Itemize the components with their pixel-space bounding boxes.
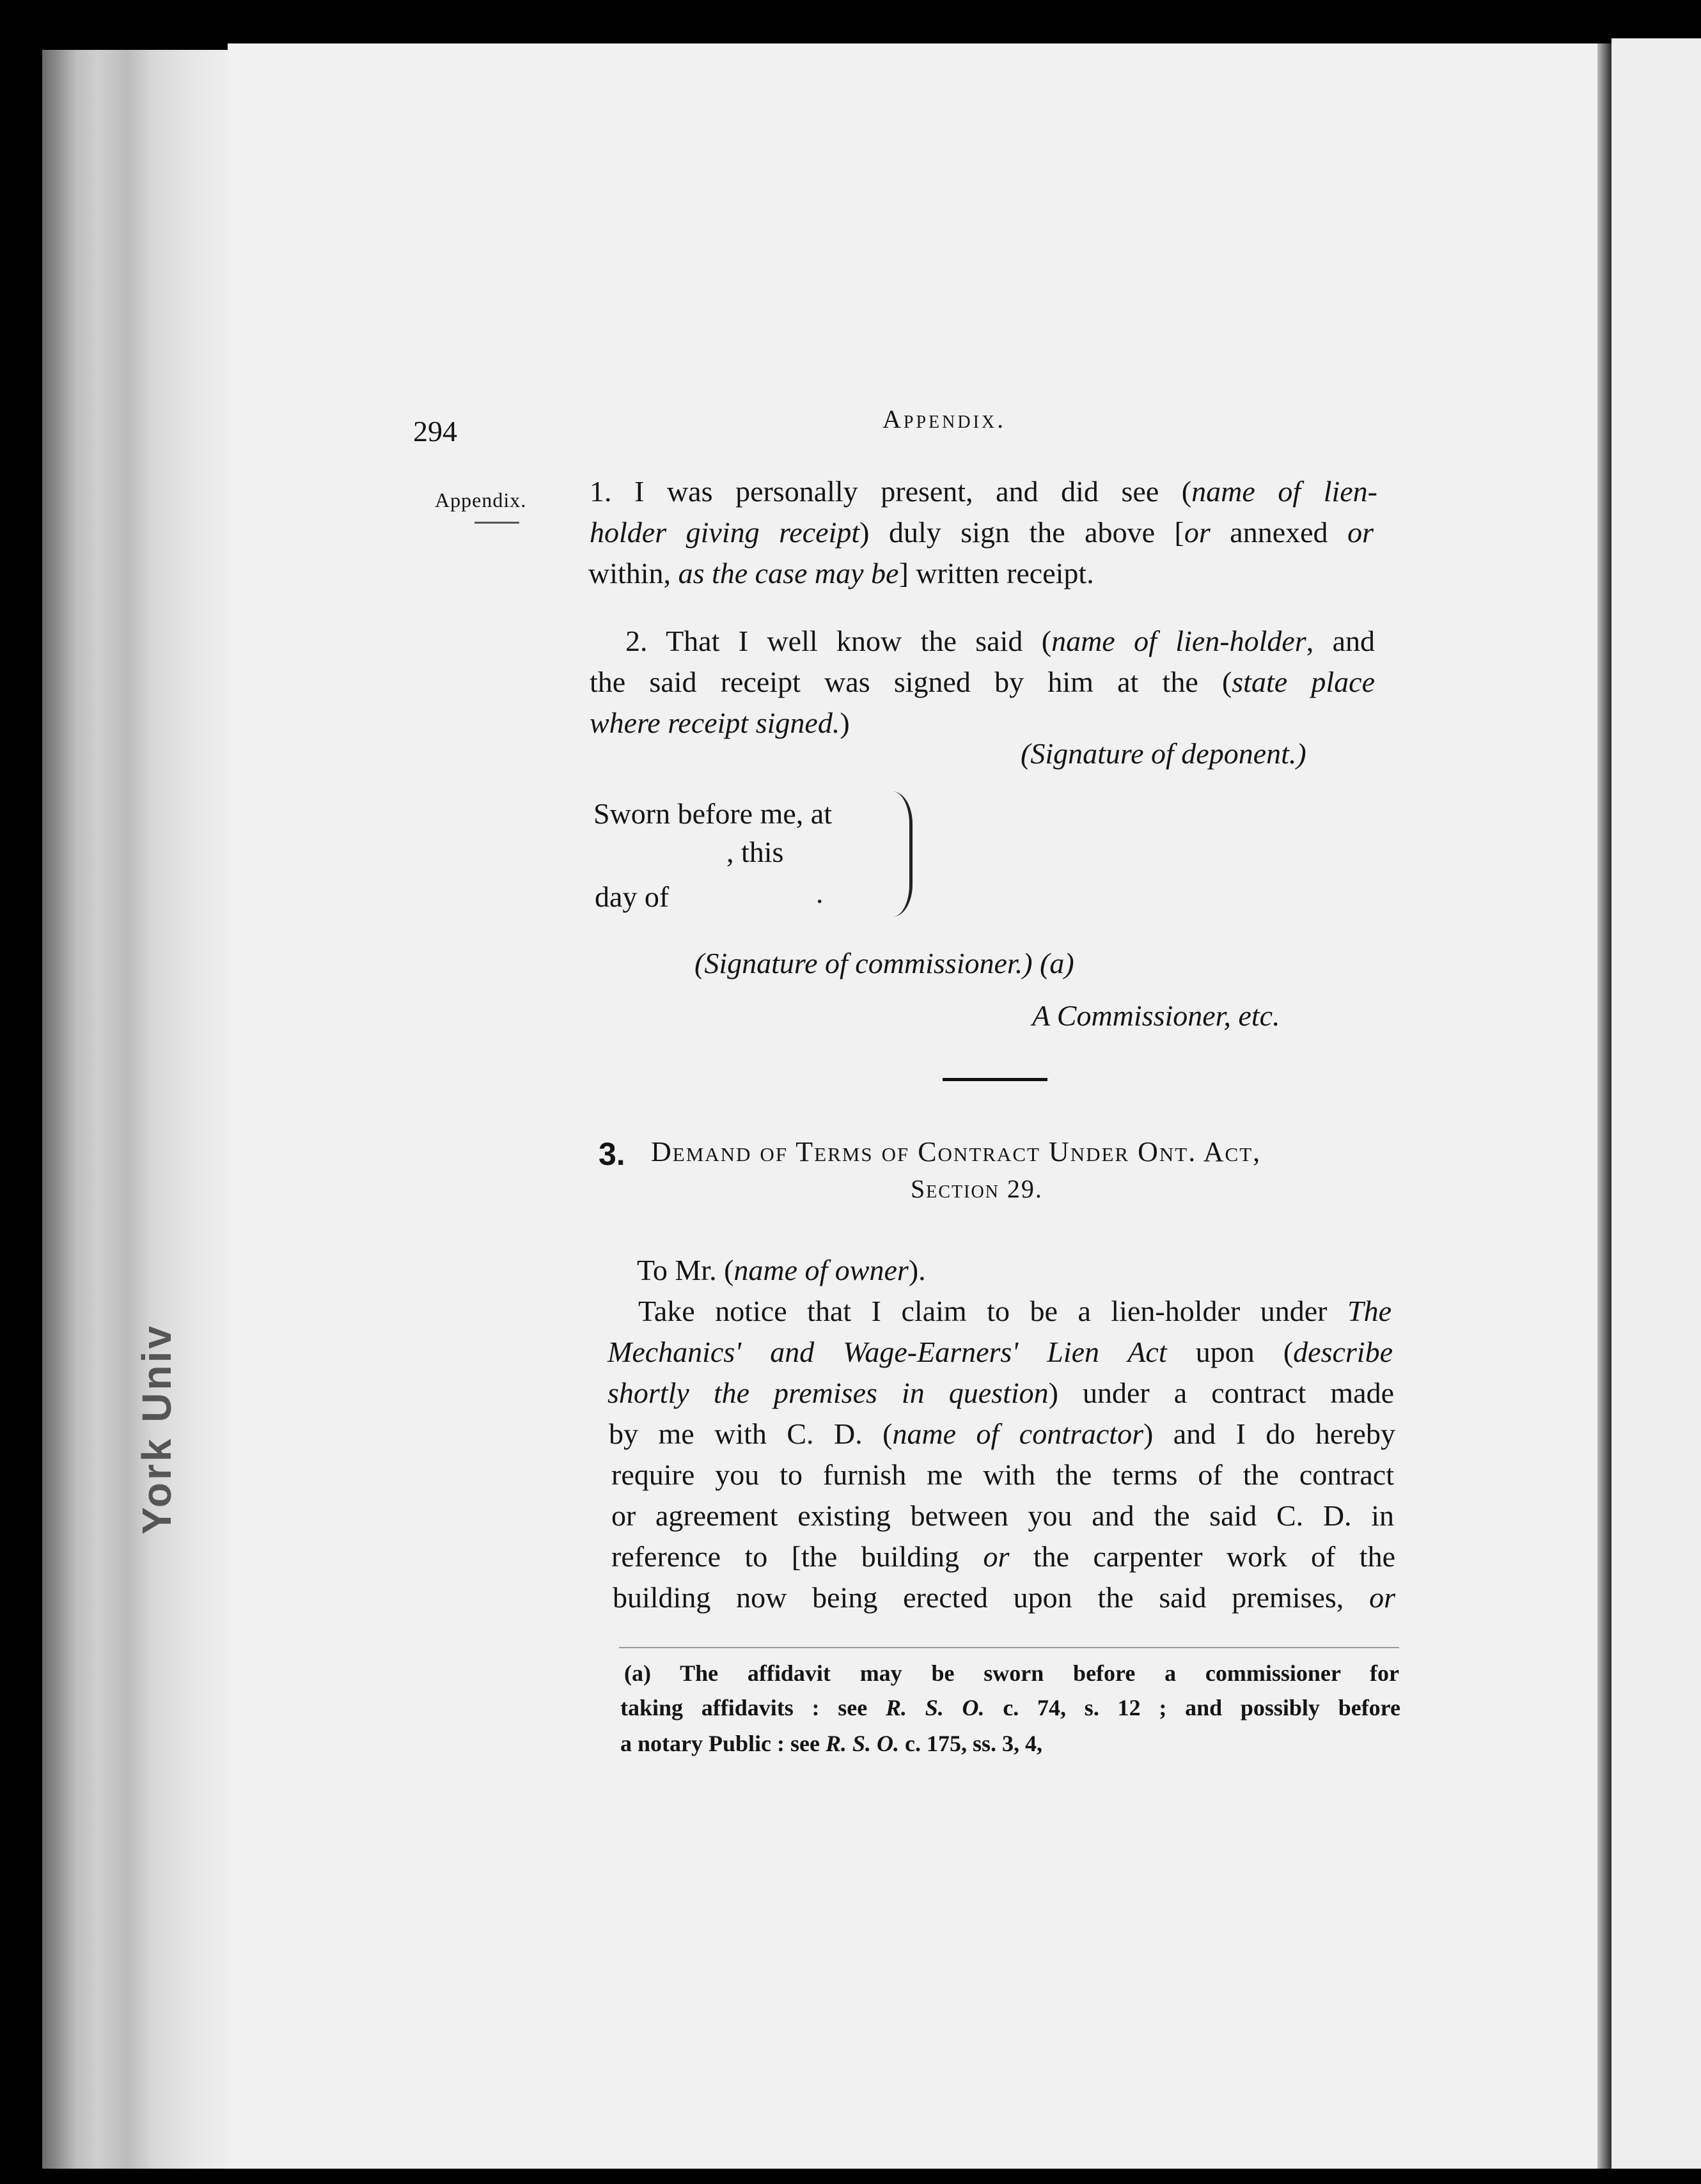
footnote-line1: (a) The affidavit may be sworn before a commissioner for (624, 1660, 1399, 1686)
body-line1: Take notice that I claim to be a lien-holder under The (638, 1295, 1391, 1327)
deponent-signature: (Signature of deponent.) (1021, 737, 1306, 770)
jurat-brace (893, 792, 913, 917)
body-line7: reference to [the building or the carpenter work of the (611, 1540, 1395, 1573)
body-line8: building now being erected upon the said premises, or (613, 1581, 1395, 1614)
para1-line2: holder giving receipt) duly sign the above [or annexed or (590, 516, 1374, 549)
para1-line1: 1. I was personally present, and did see (name of lien- (590, 475, 1377, 508)
body-line4: by me with C. D. (name of contractor) and I do hereby (609, 1417, 1395, 1450)
facing-page (1611, 38, 1701, 2169)
margin-note-rule (474, 522, 519, 524)
body-line6: or agreement existing between you and the said C. D. in (611, 1499, 1394, 1532)
gutter-shadow (1597, 43, 1611, 2169)
spine-library-stamp: York Univ (134, 1323, 180, 1534)
section-title: Demand of Terms of Contract Under Ont. Act, (651, 1136, 1262, 1167)
jurat-line3: day of (595, 880, 670, 913)
book-page (228, 43, 1597, 2169)
section-number: 3. (599, 1136, 625, 1172)
salutation: To Mr. (name of owner). (637, 1254, 926, 1286)
para2-line1: 2. That I well know the said (name of lien-holder, and (625, 625, 1375, 657)
body-line2: Mechanics' and Wage-Earners' Lien Act upon (describe (608, 1336, 1393, 1368)
para2-line2: the said receipt was signed by him at the (state place (590, 666, 1375, 698)
commissioner-signature: (Signature of commissioner.) (a) (694, 947, 1074, 979)
footnote-rule (619, 1647, 1399, 1648)
book-page-edges (42, 50, 228, 2169)
commissioner-title: A Commissioner, etc. (1032, 999, 1280, 1032)
jurat-line1: Sworn before me, at (593, 797, 832, 830)
footnote-line3: a notary Public : see R. S. O. c. 175, ss. 3, 4, (620, 1731, 1042, 1756)
body-line5: require you to furnish me with the terms of the contract (611, 1458, 1394, 1491)
section-subtitle: Section 29. (911, 1174, 1043, 1203)
margin-note: Appendix. (435, 488, 527, 511)
para1-line3: within, as the case may be] written receipt. (588, 557, 1094, 589)
section-divider (943, 1078, 1047, 1081)
footnote-line2: taking affidavits : see R. S. O. c. 74, s. 12 ; and possibly before (620, 1695, 1400, 1720)
running-head: Appendix. (882, 405, 1007, 433)
body-line3: shortly the premises in question) under a contract made (608, 1377, 1394, 1409)
para2-line3: where receipt signed.) (590, 706, 850, 739)
page-number: 294 (413, 415, 457, 448)
jurat-dot: . (816, 877, 824, 909)
jurat-line2: , this (726, 836, 784, 868)
